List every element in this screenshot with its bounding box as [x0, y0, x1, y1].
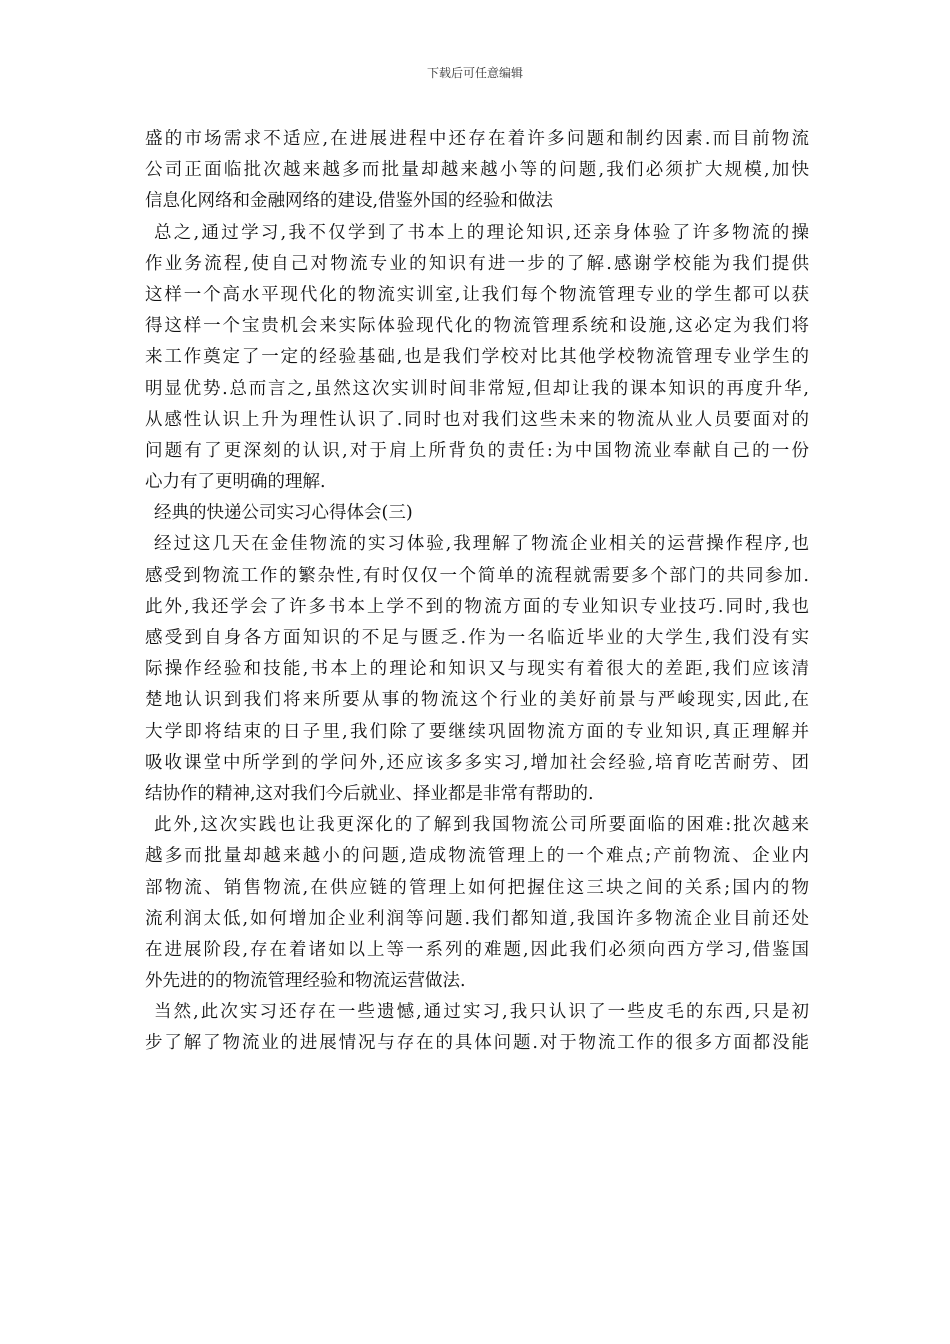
text-line: 得这样一个宝贵机会来实际体验现代化的物流管理系统和设施,这必定为我们将 [145, 316, 809, 337]
text-line: 楚地认识到我们将来所要从事的物流这个行业的美好前景与严峻现实,因此,在 [145, 690, 809, 711]
text-line: 外先进的的物流管理经验和物流运营做法. [145, 971, 466, 992]
text-line: 明显优势.总而言之,虽然这次实训时间非常短,但却让我的课本知识的再度升华, [145, 378, 809, 399]
text-line: 大学即将结束的日子里,我们除了要继续巩固物流方面的专业知识,真正理解并 [145, 721, 809, 742]
text-line: 结协作的精神,这对我们今后就业、择业都是非常有帮助的. [145, 783, 594, 804]
text-line: 在进展阶段,存在着诸如以上等一系列的难题,因此我们必须向西方学习,借鉴国 [145, 939, 809, 960]
text-line: 盛的市场需求不适应,在进展进程中还存在着许多问题和制约因素.而目前物流 [145, 129, 809, 149]
text-line: 感受到自身各方面知识的不足与匮乏.作为一名临近毕业的大学生,我们没有实 [145, 628, 809, 648]
text-line: 越多而批量却越来越小的问题,造成物流管理上的一个难点;产前物流、企业内 [145, 846, 809, 867]
document-body [145, 124, 809, 1060]
text-line: 这样一个高水平现代化的物流实训室,让我们每个物流管理专业的学生都可以获 [145, 284, 809, 305]
text-line: 经过这几天在金佳物流的实习体验,我理解了物流企业相关的运营操作程序,也 [154, 534, 809, 555]
text-line: 来工作奠定了一定的经验基础,也是我们学校对比其他学校物流管理专业学生的 [145, 347, 809, 368]
text-line: 感受到物流工作的繁杂性,有时仅仅一个简单的流程就需要多个部门的共同参加. [145, 565, 809, 586]
text-line: 公司正面临批次越来越多而批量却越来越小等的问题,我们必须扩大规模,加快 [145, 160, 809, 181]
text-line: 问题有了更深刻的认识,对于肩上所背负的责任:为中国物流业奉献自己的一份 [145, 440, 809, 461]
text-line: 总之,通过学习,我不仅学到了书本上的理论知识,还亲身体验了许多物流的操 [154, 222, 809, 243]
text-line: 此外,我还学会了许多书本上学不到的物流方面的专业知识专业技巧.同时,我也 [145, 596, 809, 617]
text-line: 此外,这次实践也让我更深化的了解到我国物流公司所要面临的困难:批次越来 [154, 815, 809, 836]
text-line: 作业务流程,使自己对物流专业的知识有进一步的了解.感谢学校能为我们提供 [145, 253, 809, 274]
text-line: 当然,此次实习还存在一些遗憾,通过实习,我只认识了一些皮毛的东西,只是初 [154, 1002, 809, 1023]
page-header: 下载后可任意编辑 [426, 66, 523, 80]
text-line: 从感性认识上升为理性认识了.同时也对我们这些未来的物流从业人员要面对的 [145, 409, 809, 430]
text-line: 吸收课堂中所学到的学问外,还应该多多实习,增加社会经验,培育吃苦耐劳、团 [145, 752, 809, 773]
text-line: 际操作经验和技能,书本上的理论和知识又与现实有着很大的差距,我们应该清 [145, 659, 809, 680]
text-line: 流利润太低,如何增加企业利润等问题.我们都知道,我国许多物流企业目前还处 [145, 908, 809, 929]
text-line: 信息化网络和金融网络的建设,借鉴外国的经验和做法 [145, 191, 554, 212]
text-line: 心力有了更明确的理解. [145, 472, 326, 493]
text-line: 步了解了物流业的进展情况与存在的具体问题.对于物流工作的很多方面都没能 [145, 1033, 809, 1054]
text-line: 部物流、销售物流,在供应链的管理上如何把握住这三块之间的关系;国内的物 [145, 877, 809, 898]
text-line: 经典的快递公司实习心得体会(三) [154, 503, 413, 524]
